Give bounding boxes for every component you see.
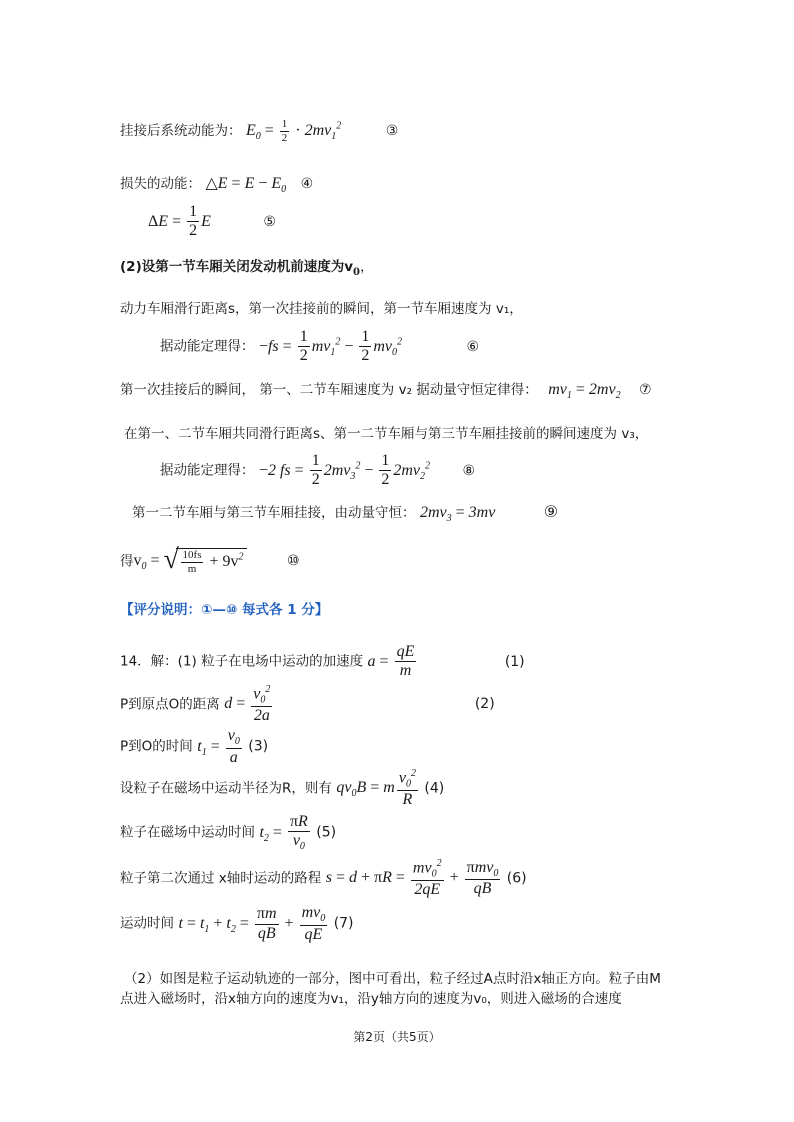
line-time2 xyxy=(120,813,336,853)
eq-tag: (4) xyxy=(424,780,445,797)
formula: ΔE = $\frac{1}{2}$ E xyxy=(148,203,211,240)
eq-tag: ⑨ xyxy=(543,502,559,521)
eq-tag: ⑤ xyxy=(263,213,276,230)
line-common-slide xyxy=(124,422,648,442)
page-footer: 第2页（共5页） xyxy=(353,1030,441,1044)
formula: −2 fs = $\frac{1}{2}$ $2mv_3^2$ − $\frac{1}{2}$ $2mv_2^2$ xyxy=(258,452,431,489)
line-momentum-2 xyxy=(132,501,558,524)
formula: △E = $E - E_0$ xyxy=(205,175,287,196)
formula: a = $\frac{qE}{m}$ xyxy=(367,643,415,680)
eq-tag: ④ xyxy=(300,176,314,192)
line-distance xyxy=(120,684,495,725)
text: 据动能定理得： xyxy=(160,462,255,479)
eq-tag: (5) xyxy=(316,824,337,841)
formula: $t_1$ = $\frac{v_0}{a}$ xyxy=(197,727,240,766)
eq-tag: ⑦ xyxy=(639,382,652,398)
formula: $v_0$ = √ $\frac{10fs}{m}$ + $9v^2$ xyxy=(134,552,247,569)
eq-tag: (1) xyxy=(504,653,525,670)
line-result-v0 xyxy=(120,544,300,575)
text: 【评分说明：①—⑩ 每式各 1 分】 xyxy=(120,602,329,618)
text: 粒子第二次通过 x轴时运动的路程 xyxy=(120,870,322,887)
text: P到原点O的距离 xyxy=(120,696,220,713)
eq-tag: ⑥ xyxy=(466,338,480,355)
line-lost-kinetic xyxy=(120,172,313,195)
eq-tag: (7) xyxy=(333,915,354,932)
text: 运动时间 xyxy=(120,915,174,932)
line-part2-desc xyxy=(124,967,661,987)
line-total-time xyxy=(120,904,354,944)
eq-tag: (2) xyxy=(474,696,495,713)
text: ， xyxy=(360,259,374,275)
line-part2-intro: (2)设第一节车厢关闭发动机前速度为$v_0$， xyxy=(120,259,374,278)
text: 点进入磁场时，沿x轴方向的速度为v₁，沿y轴方向的速度为v₀，则进入磁场的合速度 xyxy=(120,991,622,1007)
formula: d = $\frac{v_0^2}{2a}$ xyxy=(224,684,271,725)
text: P到O的时间 xyxy=(120,738,193,755)
text: 设粒子在磁场中运动半径为R，则有 xyxy=(120,780,332,797)
formula: $t_2$ = $\frac{\pi R}{v_0}$ xyxy=(259,813,308,853)
formula: s = d + πR = $\frac{mv_0^2}{2qE}$ + $\frac{\pi mv_0}{qB}$ xyxy=(325,858,499,899)
line-radius xyxy=(120,768,444,809)
line-slide-distance xyxy=(120,297,523,317)
line-path-length xyxy=(120,858,527,899)
formula: $2mv_3 = 3mv$ xyxy=(419,504,496,525)
formula: $mv_1 = 2mv_2$ xyxy=(548,381,621,402)
line-work-energy-1 xyxy=(160,328,479,366)
formula: $t = t_1 + t_2$ = $\frac{\pi m}{qB}$ + $\frac{mv_0}{qE}$ xyxy=(178,904,326,943)
text: 据动能定理得： xyxy=(160,338,255,355)
line-q14-acceleration xyxy=(120,643,525,681)
eq-tag: ⑩ xyxy=(286,553,300,570)
text: 第一次挂接后的瞬间， 第一、二节车厢速度为 v₂ 据动量守恒定律得： xyxy=(120,382,538,398)
eq-tag: ③ xyxy=(385,122,399,139)
line-time1 xyxy=(120,727,268,767)
text: 挂接后系统动能为： xyxy=(120,122,242,139)
formula: −fs = $\frac{1}{2}$ $mv_1^2$ − $\frac{1}{2}$ $mv_0^2$ xyxy=(258,328,403,365)
text: (2)设第一节车厢关闭发动机前速度为v xyxy=(120,259,354,275)
formula: $qv_0B = m$ $\frac{v_0^2}{R}$ xyxy=(336,768,416,809)
text: 得 xyxy=(120,553,134,570)
text: 14．解：(1) 粒子在电场中运动的加速度 xyxy=(120,653,364,670)
line-delta-e xyxy=(148,203,276,241)
text: （2）如图是粒子运动轨迹的一部分，图中可看出，粒子经过A点时沿x轴正方向。粒子由M xyxy=(124,971,661,987)
scoring-note xyxy=(120,598,328,618)
formula: $E_0$ = $\frac{1}{2}$ · $2mv_1^2$ xyxy=(245,118,342,144)
line-momentum-1 xyxy=(120,378,652,401)
text: 动力车厢滑行距离s，第一次挂接前的瞬间，第一节车厢速度为 v₁， xyxy=(120,301,523,317)
eq-tag: ⑧ xyxy=(462,462,476,479)
text: 损失的动能： xyxy=(120,176,201,192)
line-kinetic-energy-after xyxy=(120,118,398,144)
line-part2-desc-cont xyxy=(120,987,622,1007)
text: 粒子在磁场中运动时间 xyxy=(120,824,255,841)
eq-tag: (3) xyxy=(248,738,269,755)
eq-tag: (6) xyxy=(506,870,527,887)
text: 第一二节车厢与第三节车厢挂接，由动量守恒： xyxy=(132,505,416,521)
line-work-energy-2 xyxy=(160,452,475,490)
text: 在第一、二节车厢共同滑行距离s、第一二节车厢与第三节车厢挂接前的瞬间速度为 v₃， xyxy=(124,426,649,442)
